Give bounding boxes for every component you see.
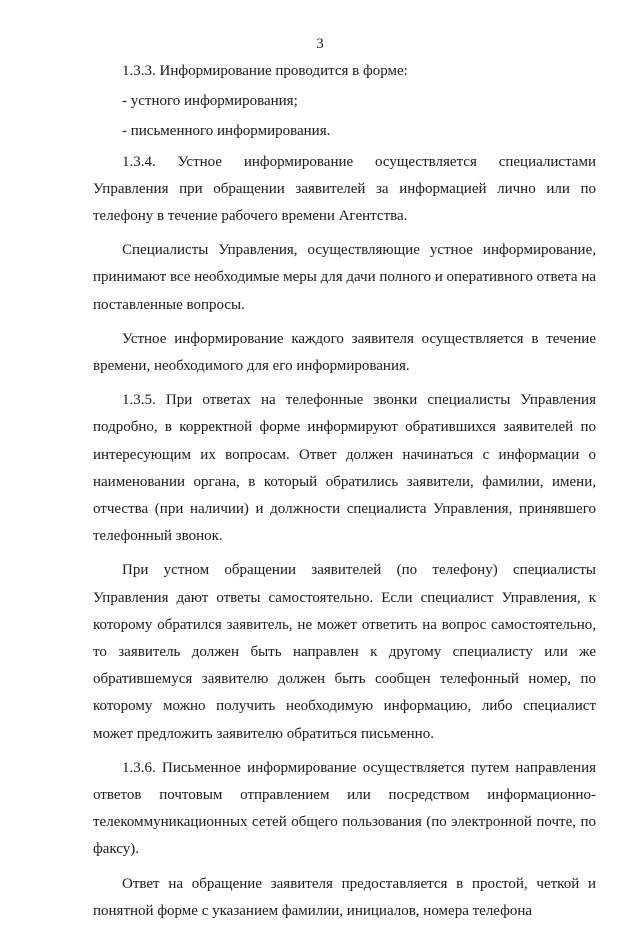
section-heading-1-3-3: 1.3.3. Информирование проводится в форме: bbox=[122, 63, 408, 79]
paragraph-1-3-4: 1.3.4. Устное информирование осуществляется специалистами Управления при обращении заявителей за информацией лично или по телефону в течение рабочего времени Агентства. bbox=[93, 153, 596, 225]
document-body bbox=[93, 58, 596, 932]
paragraph-oral-duration: Устное информирование каждого заявителя осуществляется в течение времени, необходимого для его информирования. bbox=[93, 330, 596, 375]
paragraph-1-3-6: 1.3.6. Письменное информирование осуществляется путем направления ответов почтовым отправлением или посредством информационно-телекоммуникационных сетей общего пользования (по электронной почте, по факсу). bbox=[93, 759, 596, 858]
list-item-written: - письменного информирования. bbox=[122, 123, 331, 140]
paragraph-phone-appeal: При устном обращении заявителей (по телефону) специалисты Управления дают ответы самостоятельно. Если специалист Управления, к которому обратился заявитель, не может ответить на вопрос самостоятельно, то заявитель должен быть направлен к другому специалисту или же обратившемуся заявителю должен быть сообщен телефонный номер, по которому можно получить необходимую информацию, либо специалист может предложить заявителю обратиться письменно. bbox=[93, 562, 596, 742]
paragraph-answer-form: Ответ на обращение заявителя предоставляется в простой, четкой и понятной форме с указанием фамилии, инициалов, номера телефона bbox=[93, 875, 596, 919]
paragraph-specialists: Специалисты Управления, осуществляющие устное информирование, принимают все необходимые меры для дачи полного и оперативного ответа на поставленные вопросы. bbox=[93, 242, 597, 313]
list-item-oral: - устного информирования; bbox=[122, 93, 298, 110]
paragraph-1-3-5: 1.3.5. При ответах на телефонные звонки специалисты Управления подробно, в корректной форме информируют обратившихся заявителей по интересующим их вопросам. Ответ должен начинаться с информации о наименовании органа, в который обратились заявители, фамилии, имени, отчества (при наличии) и должности специалиста Управления, принявшего телефонный звонок. bbox=[93, 392, 596, 545]
page-number: 3 bbox=[316, 36, 324, 52]
